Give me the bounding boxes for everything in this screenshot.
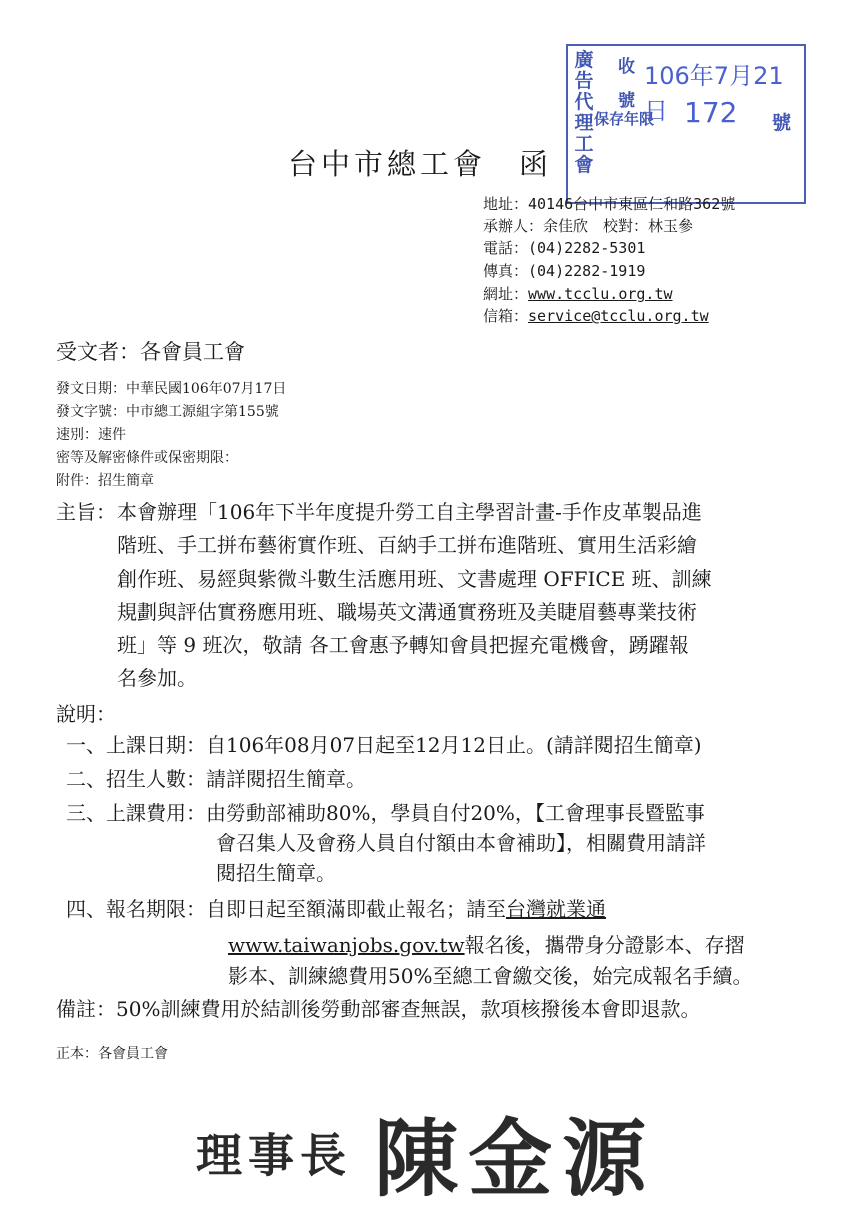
- contact-email-row: [483, 305, 709, 326]
- subject-line: 規劃與評估實務應用班、職場英文溝通實務班及美睫眉藝專業技術: [117, 600, 697, 624]
- signature-title: 理事長: [196, 1128, 352, 1183]
- subject-line: 階班、手工拼布藝術實作班、百納手工拼布進階班、實用生活彩繪: [117, 533, 697, 557]
- subject-line: 本會辦理「106年下半年度提升勞工自主學習計畫-手作皮革製品進: [117, 500, 702, 524]
- attachment: 附件：招生簡章: [56, 473, 154, 489]
- document-title: 台中市總工會 函: [288, 147, 553, 181]
- explanation-item-3-line1: 三、上課費用：由勞動部補助80%，學員自付20%，【工會理事長暨監事: [66, 801, 705, 825]
- stamp-retention-label: 保存年限: [594, 110, 655, 128]
- stamp-agency-column: 廣告代理工會: [574, 49, 594, 176]
- copy-to: 正本：各會員工會: [56, 1046, 168, 1062]
- stamp-number-suffix: 號: [772, 112, 792, 134]
- stamp-receipt-label: 收: [618, 57, 635, 77]
- stamp-number-handwritten: 172: [684, 96, 738, 129]
- explanation-item-3-line2: 會召集人及會務人員自付額由本會補助】，相關費用請詳: [216, 831, 706, 855]
- delivery-speed: 速別：速件: [56, 427, 126, 443]
- contact-address: 地址：40146台中市東區仁和路362號: [483, 195, 736, 213]
- taiwanjobs-url[interactable]: www.taiwanjobs.gov.tw: [228, 933, 465, 957]
- explanation-item-3-line3: 閱招生簡章。: [216, 861, 336, 885]
- subject-label: 主旨：: [56, 500, 116, 524]
- recipient: 受文者：各會員工會: [56, 340, 245, 364]
- reference-number: 發文字號：中市總工源組字第155號: [56, 404, 279, 420]
- confidentiality: 密等及解密條件或保密期限：: [56, 450, 238, 466]
- explanation-label: 說明：: [56, 702, 116, 726]
- explanation-item-4-line2: [228, 929, 745, 958]
- contact-phone: 電話：(04)2282-5301: [483, 239, 646, 257]
- taiwanjobs-link-text[interactable]: 台灣就業通: [506, 897, 606, 921]
- explanation-item-4-line3: 影本、訓練總費用50%至總工會繳交後，始完成報名手續。: [228, 964, 753, 988]
- explanation-item-1: 一、上課日期：自106年08月07日起至12月12日止。(請詳閱招生簡章): [66, 733, 702, 757]
- website-label: 網址：: [483, 285, 529, 303]
- email-label: 信箱：: [483, 307, 529, 325]
- issue-date: 發文日期：中華民國106年07月17日: [56, 381, 287, 397]
- item4-prefix: 四、報名期限：自即日起至額滿即截止報名；請至: [66, 897, 506, 921]
- website-link[interactable]: www.tcclu.org.tw: [528, 285, 673, 303]
- subject-line: 名參加。: [117, 666, 197, 690]
- stamp-date-handwritten: 106年7月21日: [644, 62, 784, 125]
- contact-handlers: 承辦人：余佳欣 校對：林玉參: [483, 217, 694, 235]
- receipt-stamp: [566, 44, 806, 204]
- signature-block: [196, 1092, 656, 1213]
- contact-fax: 傳真：(04)2282-1919: [483, 262, 646, 280]
- explanation-item-4-line1: [66, 893, 606, 922]
- signature-name: 陳金源: [374, 1109, 657, 1208]
- subject-line: 創作班、易經與紫微斗數生活應用班、文書處理 OFFICE 班、訓練: [117, 567, 712, 591]
- item4-line2-rest: 報名後，攜帶身分證影本、存摺: [464, 933, 745, 957]
- email-link[interactable]: service@tcclu.org.tw: [528, 307, 709, 325]
- explanation-item-2: 二、招生人數：請詳閱招生簡章。: [66, 767, 366, 791]
- note: 備註：50%訓練費用於結訓後勞動部審查無誤，款項核撥後本會即退款。: [56, 997, 701, 1021]
- stamp-number-label: 號: [618, 91, 635, 111]
- contact-website-row: [483, 283, 673, 304]
- subject-line: 班」等 9 班次，敬請 各工會惠予轉知會員把握充電機會，踴躍報: [117, 633, 689, 657]
